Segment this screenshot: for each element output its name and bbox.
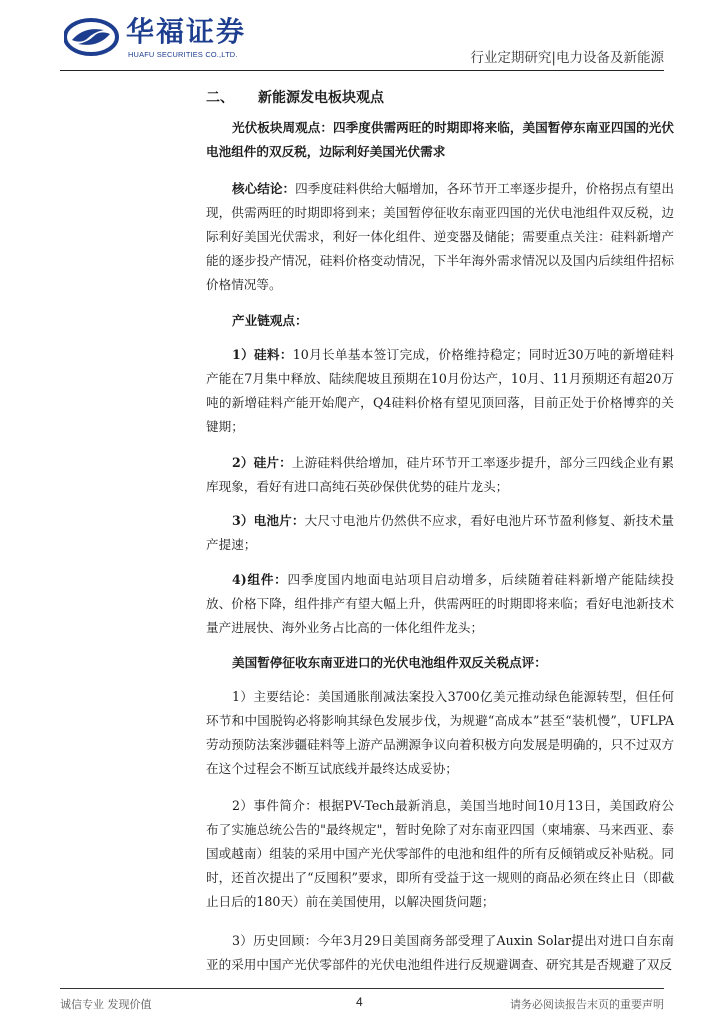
huafu-logo — [64, 16, 264, 60]
paragraph-cell — [206, 509, 674, 557]
paragraph-core-conclusion — [206, 177, 674, 297]
logo-english-name: HUAFU SECURITIES CO.,LTD. — [128, 50, 238, 59]
paragraph-main-conclusion — [206, 685, 674, 781]
paragraph-module — [206, 568, 674, 640]
section-title: 新能源发电板块观点 — [258, 90, 384, 106]
paragraph-body: 2）事件简介：根据PV-Tech最新消息，美国当地时间10月13日，美国政府公布了实施总统公告的"最终规定"，暂时免除了对东南亚四国（柬埔寨、马来西亚、泰国或越南）组装的采用中国产光伏零部件的电池和组件的所有反倾销或反补贴税。同时，还首次提出了“反囤积”要求，即所有受益于这一规则的商品必须在终止日（即截止日后的180天）前在美国使用，以解决囤货问题； — [206, 798, 674, 909]
paragraph-body: 上游硅料供给增加，硅片环节开工率逐步提升，部分三四线企业有累库现象，看好有进口高纯石英砂保供优势的硅片龙头； — [206, 455, 675, 494]
section-number: 二、 — [206, 90, 234, 106]
paragraph-lead: 1）硅料： — [232, 347, 293, 362]
paragraph-us-tariff-heading — [206, 651, 674, 675]
report-category: 行业定期研究|电力设备及新能源 — [470, 50, 664, 66]
footer-divider — [60, 988, 664, 989]
footer-disclaimer: 请务必阅读报告末页的重要声明 — [510, 998, 664, 1011]
paragraph-event-summary — [206, 794, 674, 914]
paragraph-lead: 3）电池片： — [232, 513, 305, 528]
paragraph-weekly-view — [206, 116, 674, 164]
paragraph-lead: 4)组件： — [232, 572, 288, 587]
footer-slogan: 诚信专业 发现价值 — [60, 998, 152, 1011]
paragraph-lead: 2）硅片： — [232, 455, 292, 470]
paragraph-body: 四季度国内地面电站项目启动增多，后续随着硅料新增产能陆续投放、价格下降，组件排产有望大幅上升，供需两旺的时期即将来临；看好电池新技术量产进展快、海外业务占比高的一体化组件龙头； — [206, 572, 674, 635]
huafu-logo-icon — [64, 18, 122, 56]
paragraph-chain-view — [206, 309, 674, 333]
paragraph-silicon — [206, 343, 674, 439]
paragraph-body: 1）主要结论：美国通胀削减法案投入3700亿美元推动绿色能源转型，但任何环节和中国脱钩必将影响其绿色发展步伐，为规避“高成本”甚至“装机慢”，UFLPA劳动预防法案涉疆硅料等上游产品溯源争议向着积极方向发展是明确的，只不过双方在这个过程会不断互试底线并最终达成妥协； — [206, 689, 674, 776]
logo-chinese-name: 华福证券 — [126, 15, 247, 48]
paragraph-body: 3）历史回顾：今年3月29日美国商务部受理了Auxin Solar提出对进口自东南亚的采用中国产光伏零部件的光伏电池组件进行反规避调查、研究其是否规避了双反 — [206, 933, 674, 972]
header-divider — [60, 70, 664, 71]
paragraph-wafer — [206, 451, 674, 499]
paragraph-lead: 光伏板块周观点：四季度供需两旺的时期即将来临，美国暂停东南亚四国的光伏电池组件的双反税，边际利好美国光伏需求 — [206, 120, 674, 159]
section-heading — [206, 87, 384, 107]
page-header — [0, 0, 724, 80]
paragraph-lead: 核心结论： — [232, 181, 296, 196]
paragraph-history-review — [206, 929, 674, 977]
paragraph-body: 四季度硅料供给大幅增加，各环节开工率逐步提升，价格拐点有望出现，供需两旺的时期即将到来；美国暂停征收东南亚四国的光伏电池组件双反税，边际利好美国光伏需求，利好一体化组件、逆变器及储能；需要重点关注：硅料新增产能的逐步投产情况，硅料价格变动情况，下半年海外需求情况以及国内后续组件招标价格情况等。 — [206, 181, 675, 292]
paragraph-body: 10月长单基本签订完成，价格维持稳定；同时近30万吨的新增硅料产能在7月集中释放、陆续爬坡且预期在10月份达产，10月、11月预期还有超20万吨的新增硅料产能开始爬产，Q4硅料价格有望见顶回落，目前正处于价格博弈的关键期； — [206, 347, 674, 434]
paragraph-lead: 产业链观点： — [232, 313, 308, 328]
paragraph-lead: 美国暂停征收东南亚进口的光伏电池组件双反关税点评： — [232, 655, 547, 670]
paragraph-body: 大尺寸电池片仍然供不应求，看好电池片环节盈利修复、新技术量产提速； — [206, 513, 674, 552]
page-number: 4 — [356, 995, 363, 1009]
